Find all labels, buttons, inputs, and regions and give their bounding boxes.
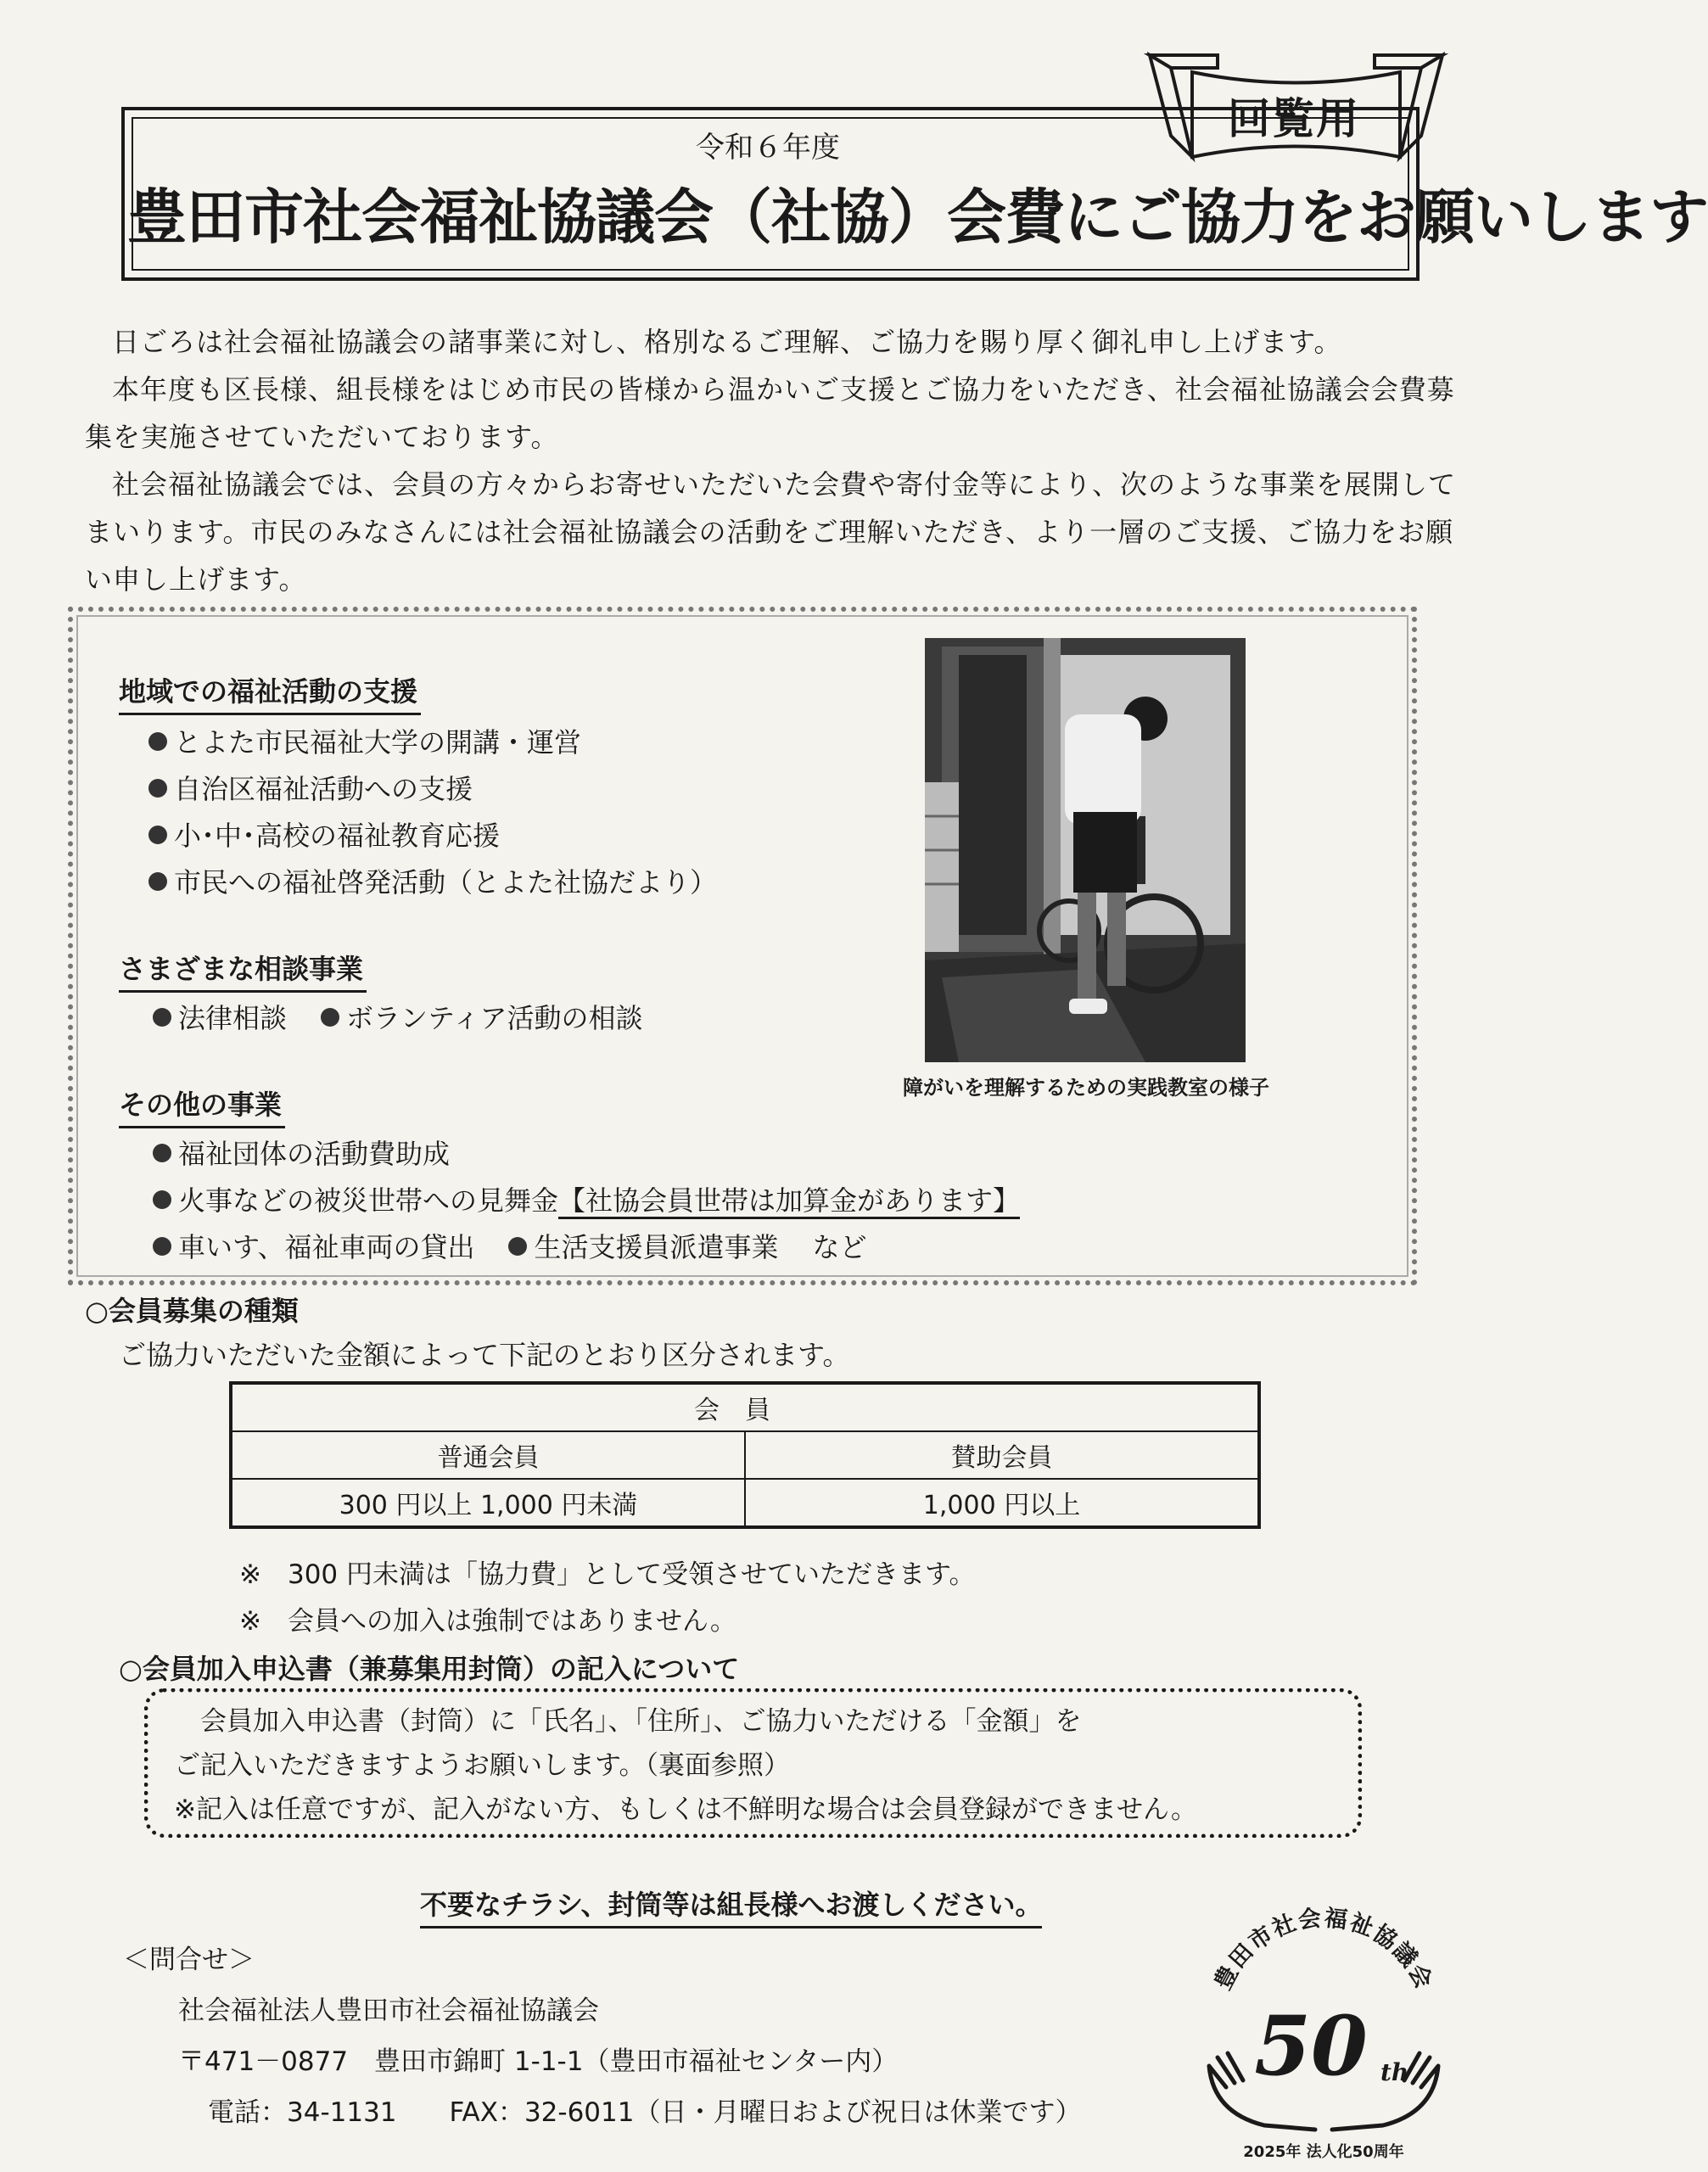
wheelchair-class-photo — [925, 638, 1246, 1062]
form-instruction-line: ご記入いただきますようお願いします。（裏面参照） — [174, 1750, 791, 1781]
list-item: とよた市民福祉大学の開講・運営 — [148, 721, 581, 760]
flyer-return-note: 不要なチラシ、封筒等は組長様へお渡しください。 — [420, 1884, 1042, 1928]
bonus-note: 【社協会員世帯は加算金があります】 — [558, 1184, 1020, 1219]
photo-caption: 障がいを理解するための実践教室の様子 — [903, 1076, 1269, 1100]
list-item: 小･中･高校の福祉教育応援 — [148, 814, 500, 854]
circulation-badge: 回覧用 — [1228, 94, 1360, 143]
bullet-icon — [508, 1237, 527, 1256]
intro-paragraph-3: 社会福祉協議会では、会員の方々からお寄せいただいた会費や寄付金等により、次のような事業を展開してまいります。市民のみなさんには社会福祉協議会の活動をご理解いただき、より一層のご支援、ご協力をお願い申し上げます。 — [85, 468, 1457, 596]
bullet-icon — [321, 1008, 339, 1027]
anniversary-logo — [1184, 1900, 1464, 2155]
form-instructions-heading: ○会員加入申込書（兼募集用封筒）の記入について — [119, 1653, 740, 1685]
list-item: 自治区福祉活動への支援 — [148, 768, 473, 807]
anniversary-caption: 2025年 法人化50周年 — [1243, 2143, 1404, 2161]
table-column-supporting: 賛助会員 — [745, 1431, 1259, 1479]
contact-organization: 社会福祉法人豊田市社会福祉協議会 — [178, 1996, 599, 2026]
contact-phone: 電話：34-1131 FAX：32-6011（日・月曜日および祝日は休業です） — [208, 2097, 1082, 2128]
table-header: 会員 — [231, 1383, 1259, 1431]
contact-block — [123, 1934, 1081, 2138]
svg-text:豊田市社会福祉協議会: 豊田市社会福祉協議会 — [1209, 1905, 1438, 1995]
page-title: 豊田市社会福祉協議会（社協）会費にご協力をお願いします — [127, 182, 1708, 252]
bullet-icon — [148, 872, 167, 891]
section-heading-other: その他の事業 — [119, 1083, 285, 1128]
membership-table — [229, 1381, 1261, 1529]
note-cooperation-fee: ※ 300 円未満は「協力費」として受領させていただきます。 — [239, 1559, 976, 1590]
contact-label: ＜問合せ＞ — [123, 1945, 255, 1975]
list-item: 市民への福祉啓発活動（とよた社協だより） — [148, 861, 717, 900]
bullet-icon — [153, 1144, 171, 1162]
section-heading-consultation: さまざまな相談事業 — [119, 948, 367, 993]
membership-types-description: ご協力いただいた金額によって下記のとおり区分されます。 — [119, 1339, 850, 1371]
intro-text — [85, 318, 1459, 603]
table-cell-supporting-amount: 1,000 円以上 — [745, 1479, 1259, 1527]
bullet-icon — [148, 732, 167, 751]
contact-address: 〒471－0877 豊田市錦町 1-1-1（豊田市福祉センター内） — [178, 2046, 899, 2077]
bullet-icon — [153, 1008, 171, 1027]
table-cell-regular-amount: 300 円以上 1,000 円未満 — [231, 1479, 745, 1527]
bullet-icon — [148, 779, 167, 798]
list-item: 法律相談 ボランティア活動の相談 — [153, 997, 642, 1036]
list-item: 福祉団体の活動費助成 — [153, 1133, 450, 1172]
note-voluntary: ※ 会員への加入は強制ではありません。 — [239, 1606, 736, 1637]
bullet-icon — [153, 1237, 171, 1256]
form-instructions-box — [144, 1688, 1362, 1838]
list-item: 車いす、福祉車両の貸出 生活支援員派遣事業 など — [153, 1226, 866, 1265]
list-item: 火事などの被災世帯への見舞金【社協会員世帯は加算金があります】 — [153, 1179, 1020, 1218]
form-instruction-line: ※記入は任意ですが、記入がない方、もしくは不鮮明な場合は会員登録ができません。 — [174, 1794, 1197, 1825]
bullet-icon — [153, 1190, 171, 1209]
table-column-regular: 普通会員 — [231, 1431, 745, 1479]
intro-paragraph-1: 日ごろは社会福祉協議会の諸事業に対し、格別なるご理解、ご協力を賜り厚く御礼申し上げます。 — [112, 326, 1342, 358]
section-heading-community: 地域での福祉活動の支援 — [119, 670, 421, 715]
fiscal-year: 令和６年度 — [696, 131, 840, 165]
form-instruction-line: 会員加入申込書（封筒）に「氏名」、「住所」、ご協力いただける「金額」を — [174, 1706, 1082, 1737]
intro-paragraph-2: 本年度も区長様、組長様をはじめ市民の皆様から温かいご支援とご協力をいただき、社会福祉協議会会費募集を実施させていただいております。 — [85, 373, 1455, 453]
bullet-icon — [148, 826, 167, 844]
svg-text:50: 50 — [1254, 1998, 1368, 2094]
membership-types-heading: ○会員募集の種類 — [85, 1295, 299, 1327]
svg-text:th: th — [1380, 2058, 1409, 2086]
